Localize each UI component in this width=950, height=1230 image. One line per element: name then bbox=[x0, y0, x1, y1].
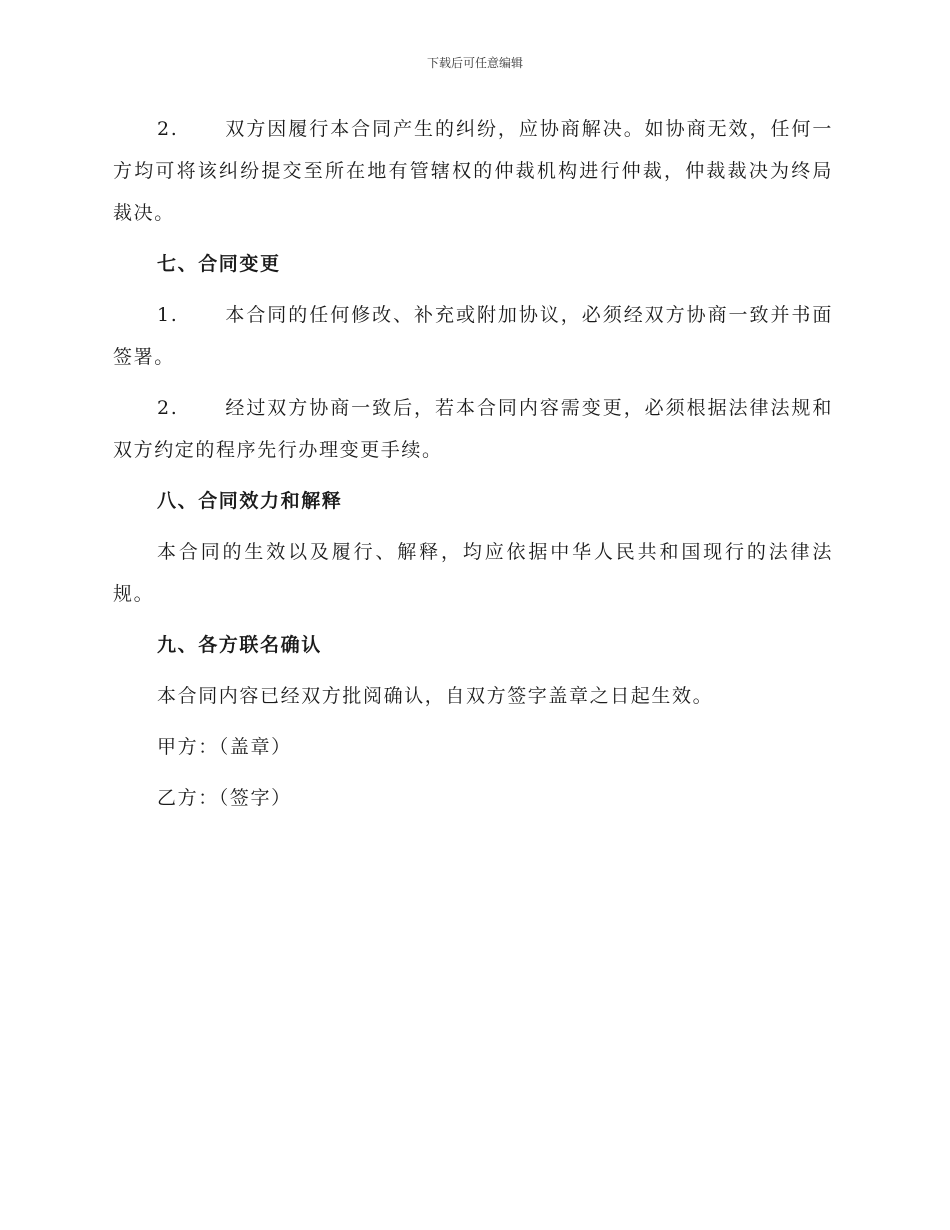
clause-text: 经过双方协商一致后，若本合同内容需变更，必须根据法律法规和双方约定的程序先行办理变更手续。 bbox=[113, 397, 833, 461]
section-8-text: 本合同的生效以及履行、解释，均应依据中华人民共和国现行的法律法规。 bbox=[113, 541, 833, 605]
section-heading-8: 八、合同效力和解释 bbox=[157, 490, 343, 512]
clause-number: 2. bbox=[157, 397, 179, 419]
clause-number: 1. bbox=[157, 304, 179, 326]
clause-text: 双方因履行本合同产生的纠纷，应协商解决。如协商无效，任何一方均可将该纠纷提交至所在地有管辖权的仲裁机构进行仲裁，仲裁裁决为终局裁决。 bbox=[113, 118, 833, 224]
section-heading-9: 九、各方联名确认 bbox=[157, 634, 322, 656]
page-header-note: 下载后可任意编辑 bbox=[426, 56, 523, 70]
party-b-signature: 乙方：（签字） bbox=[157, 787, 292, 809]
clause-7-1 bbox=[113, 294, 833, 378]
clause-text: 本合同的任何修改、补充或附加协议，必须经双方协商一致并书面签署。 bbox=[113, 304, 833, 368]
clause-6-2 bbox=[113, 108, 833, 234]
section-heading-7: 七、合同变更 bbox=[157, 253, 281, 275]
document-body bbox=[113, 108, 833, 828]
party-a-seal: 甲方：（盖章） bbox=[157, 736, 292, 758]
clause-number: 2. bbox=[157, 118, 179, 140]
clause-7-2 bbox=[113, 387, 833, 471]
section-9-text: 本合同内容已经双方批阅确认，自双方签字盖章之日起生效。 bbox=[157, 685, 714, 707]
